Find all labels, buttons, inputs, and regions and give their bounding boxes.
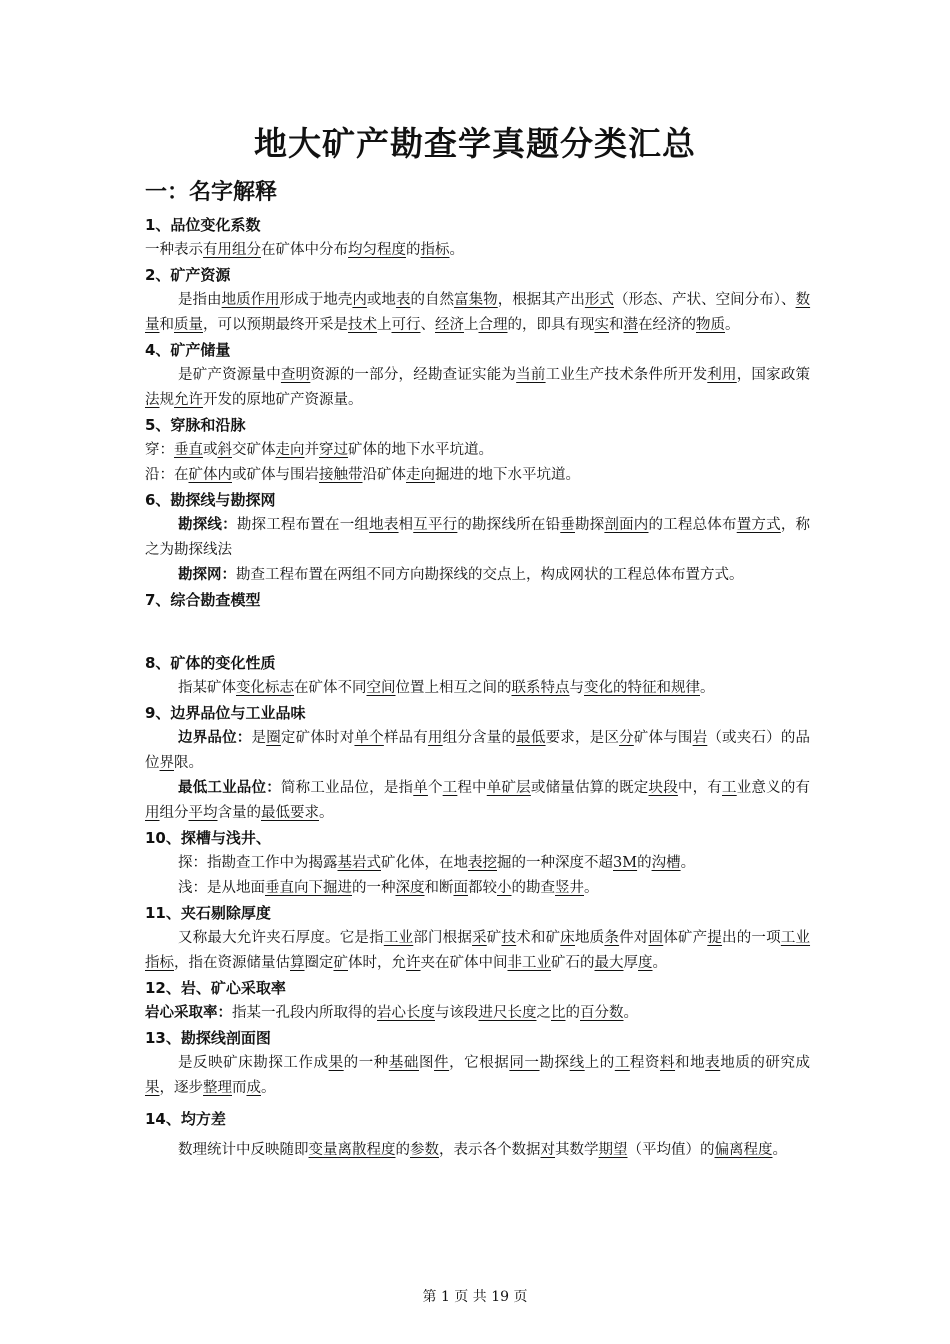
item-heading: 12、岩、矿心采取率 — [145, 979, 286, 997]
item-definition: 沿：在矿体内或矿体与围岩接触带沿矿体走向掘进的地下水平坑道。 — [145, 467, 580, 483]
item-definition: 勘探线：勘探工程布置在一组地表相互平行的勘探线所在铅垂勘探剖面内的工程总体布置方式，称之为勘探线法 — [145, 517, 811, 558]
item-definition: 岩心采取率：指某一孔段内所取得的岩心长度与该段进尺长度之比的百分数。 — [145, 1005, 638, 1021]
item-definition: 穿：垂直或斜交矿体走向并穿过矿体的地下水平坑道。 — [145, 442, 493, 458]
item-definition: 数理统计中反映随即变量离散程度的参数，表示各个数据对其数学期望（平均值）的偏离程度。 — [178, 1142, 787, 1158]
item-heading: 7、综合勘查模型 — [145, 591, 261, 609]
item-definition: 是反映矿床勘探工作成果的一种基础图件，它根据同一勘探线上的工程资料和地表地质的研究成果，逐步整理而成。 — [145, 1055, 811, 1096]
item-heading: 13、勘探线剖面图 — [145, 1029, 271, 1047]
item-definition: 浅：是从地面垂直向下掘进的一种深度和断面都较小的勘查竖井。 — [178, 880, 599, 896]
blank-space — [145, 613, 810, 651]
section-heading: 一：名字解释 — [145, 180, 278, 205]
item-definition: 探：指勘查工作中为揭露基岩式矿化体，在地表挖掘的一种深度不超3M的沟槽。 — [178, 855, 696, 871]
item-definition: 又称最大允许夹石厚度。它是指工业部门根据采矿技术和矿床地质条件对固体矿产提出的一项工业指标，指在资源储量估算圈定矿体时，允许夹在矿体中间非工业矿石的最大厚度。 — [145, 930, 811, 971]
item-heading: 10、探槽与浅井、 — [145, 829, 271, 847]
item-definition: 勘探网：勘查工程布置在两组不同方向勘探线的交点上，构成网状的工程总体布置方式。 — [178, 567, 744, 583]
item-heading: 6、勘探线与勘探网 — [145, 491, 276, 509]
item-heading: 8、矿体的变化性质 — [145, 654, 276, 672]
page-number: 第 1 页 共 19 页 — [422, 1289, 528, 1305]
item-heading: 5、穿脉和沿脉 — [145, 416, 246, 434]
item-heading: 9、边界品位与工业品味 — [145, 704, 306, 722]
item-heading: 2、矿产资源 — [145, 266, 231, 284]
item-definition: 是矿产资源量中查明资源的一部分，经勘查证实能为当前工业生产技术条件所开发利用，国家政策法规允许开发的原地矿产资源量。 — [145, 367, 811, 408]
item-definition: 最低工业品位：简称工业品位，是指单个工程中单矿层或储量估算的既定块段中，有工业意义的有用组分平均含量的最低要求。 — [145, 780, 811, 821]
document-title: 地大矿产勘查学真题分类汇总 — [254, 124, 696, 163]
item-heading: 14、均方差 — [145, 1110, 226, 1128]
item-definition: 边界品位：是圈定矿体时对单个样品有用组分含量的最低要求，是区分矿体与围岩（或夹石）的品位界限。 — [145, 730, 811, 771]
definitions-list — [145, 213, 810, 1163]
item-heading: 4、矿产储量 — [145, 341, 231, 359]
item-definition: 是指由地质作用形成于地壳内或地表的自然富集物，根据其产出形式（形态、产状、空间分布）、数量和质量，可以预期最终开采是技术上可行、经济上合理的，即具有现实和潜在经济的物质。 — [145, 292, 811, 333]
item-definition: 指某矿体变化标志在矿体不同空间位置上相互之间的联系特点与变化的特征和规律。 — [178, 680, 715, 696]
item-definition: 一种表示有用组分在矿体中分布均匀程度的指标。 — [145, 242, 464, 258]
item-heading: 1、品位变化系数 — [145, 216, 261, 234]
item-heading: 11、夹石剔除厚度 — [145, 904, 271, 922]
